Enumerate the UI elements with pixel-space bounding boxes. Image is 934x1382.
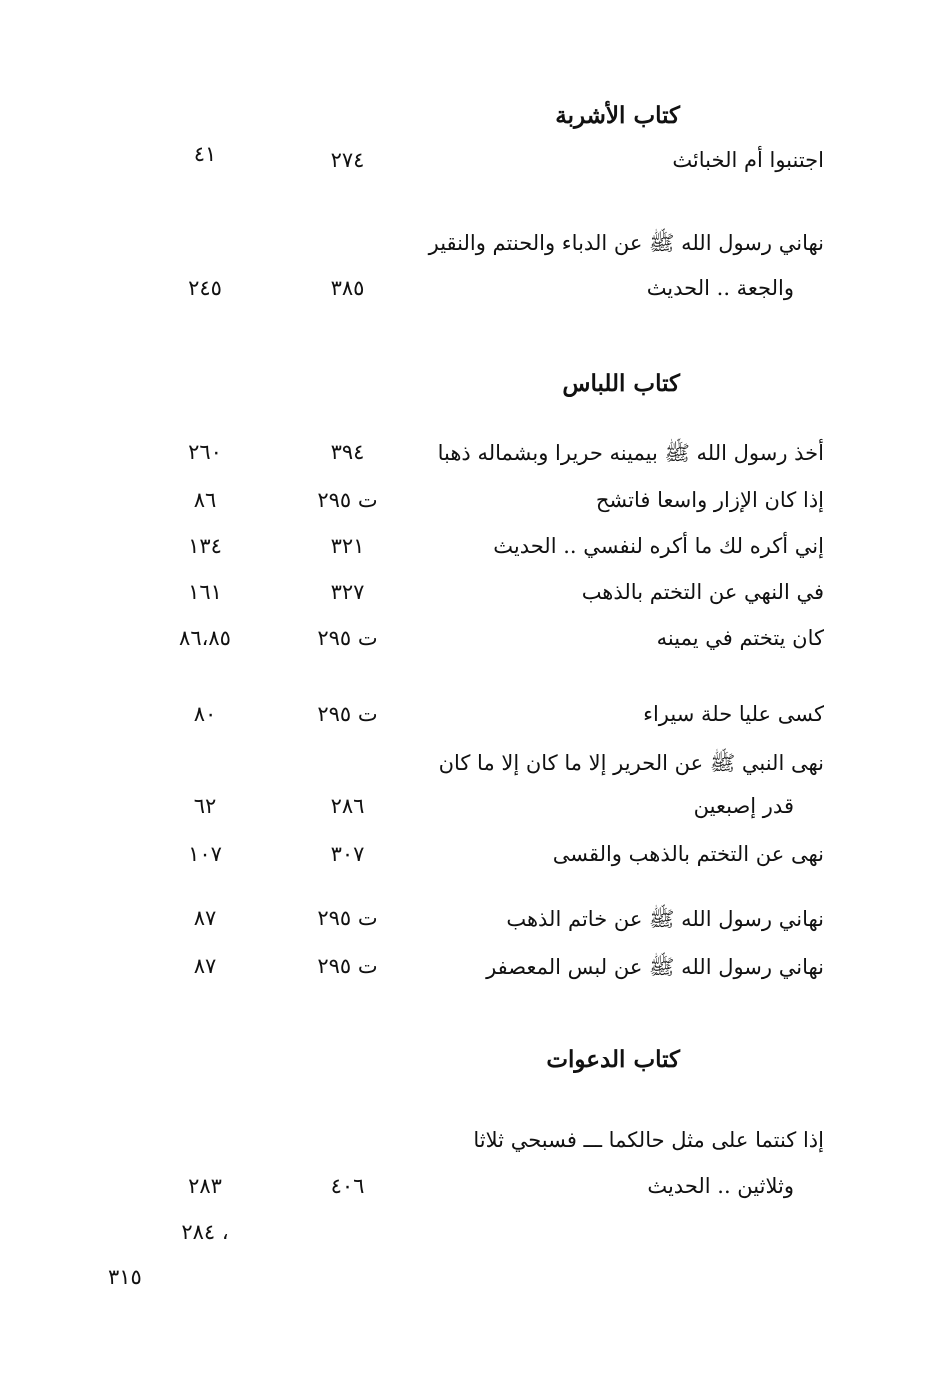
entry-page-ref: ت ٢٩٥ xyxy=(317,906,378,930)
entry-page-ref: ٣٠٧ xyxy=(330,842,365,866)
index-entry xyxy=(0,906,934,946)
index-entry xyxy=(0,702,934,742)
index-entry xyxy=(0,842,934,882)
index-entry xyxy=(0,580,934,620)
entry-text: إني أكره لك ما أكره لنفسي .. الحديث xyxy=(493,534,824,558)
entry-text: اجتنبوا أم الخبائث xyxy=(672,148,824,172)
entry-text: أخذ رسول الله ﷺ بيمينه حريرا وبشماله ذهبا xyxy=(437,441,824,465)
entry-page-ref: ٣٨٥ xyxy=(330,276,365,300)
section-heading-libas: كتاب اللباس xyxy=(562,370,680,397)
page-number: ٣١٥ xyxy=(108,1265,142,1289)
entry-hadith-ref: ٤١ xyxy=(193,142,217,166)
entry-page-ref: ٢٧٤ xyxy=(330,148,365,172)
entry-page-ref: ٣٢٧ xyxy=(330,580,365,604)
entry-text: كسى عليا حلة سيراء xyxy=(643,702,824,726)
entry-page-ref: ت ٢٩٥ xyxy=(317,488,378,512)
entry-text: نهاني رسول الله ﷺ عن خاتم الذهب xyxy=(506,907,824,931)
entry-page-ref: ت ٢٩٥ xyxy=(317,626,378,650)
index-entry-cont xyxy=(0,1220,934,1260)
entry-text-line2: والجعة .. الحديث xyxy=(646,276,794,300)
entry-hadith-ref: ٦٢ xyxy=(193,794,217,818)
entry-text: إذا كان الإزار واسعا فاتشح xyxy=(595,488,824,512)
index-entry xyxy=(0,626,934,666)
entry-hadith-ref: ١٠٧ xyxy=(188,842,222,866)
entry-hadith-ref: ٨٦ xyxy=(193,488,217,512)
section-heading-daawat: كتاب الدعوات xyxy=(546,1046,680,1073)
index-entry xyxy=(0,142,934,188)
entry-page-ref: ٣٩٤ xyxy=(330,440,365,464)
entry-hadith-ref: ١٦١ xyxy=(188,580,222,604)
entry-page-ref: ٣٢١ xyxy=(330,534,365,558)
entry-hadith-ref: ٨٧ xyxy=(193,954,217,978)
entry-hadith-ref: ٨٧ xyxy=(193,906,217,930)
index-entry xyxy=(0,488,934,528)
index-entry xyxy=(0,230,934,270)
entry-text-line2: قدر إصبعين xyxy=(693,794,794,818)
section-heading-ashriba: كتاب الأشربة xyxy=(555,102,680,129)
index-entry xyxy=(0,750,934,790)
index-entry-cont xyxy=(0,276,934,316)
index-entry xyxy=(0,1128,934,1168)
entry-hadith-ref: ١٣٤ xyxy=(188,534,222,558)
entry-text-line2: وثلاثين .. الحديث xyxy=(647,1174,794,1198)
entry-text-line1: إذا كنتما على مثل حالكما ـــ فسبحي ثلاثا xyxy=(473,1128,824,1152)
index-entry-cont xyxy=(0,794,934,834)
entry-text: نهاني رسول الله ﷺ عن لبس المعصفر xyxy=(486,955,824,979)
index-entry xyxy=(0,440,934,480)
entry-hadith-ref: ٨٠ xyxy=(193,702,217,726)
entry-text: نهى عن التختم بالذهب والقسى xyxy=(552,842,824,866)
entry-hadith-ref: ٢٦٠ xyxy=(188,440,222,464)
entry-hadith-ref-extra: ، ٢٨٤ xyxy=(181,1220,229,1244)
entry-page-ref: ت ٢٩٥ xyxy=(317,954,378,978)
entry-page-ref: ٢٨٦ xyxy=(330,794,365,818)
entry-hadith-ref: ٨٦،٨٥ xyxy=(179,626,231,650)
entry-page-ref: ٤٠٦ xyxy=(330,1174,365,1198)
entry-text: في النهي عن التختم بالذهب xyxy=(581,580,824,604)
entry-hadith-ref: ٢٤٥ xyxy=(188,276,222,300)
entry-text-line1: نهى النبي ﷺ عن الحرير إلا ما كان إلا ما كان xyxy=(438,751,824,775)
index-entry xyxy=(0,534,934,574)
entry-text-line1: نهاني رسول الله ﷺ عن الدباء والحنتم والنقير xyxy=(428,231,824,255)
entry-text: كان يتختم في يمينه xyxy=(656,626,824,650)
index-entry xyxy=(0,954,934,994)
entry-hadith-ref: ٢٨٣ xyxy=(188,1174,222,1198)
entry-page-ref: ت ٢٩٥ xyxy=(317,702,378,726)
index-entry-cont xyxy=(0,1174,934,1214)
